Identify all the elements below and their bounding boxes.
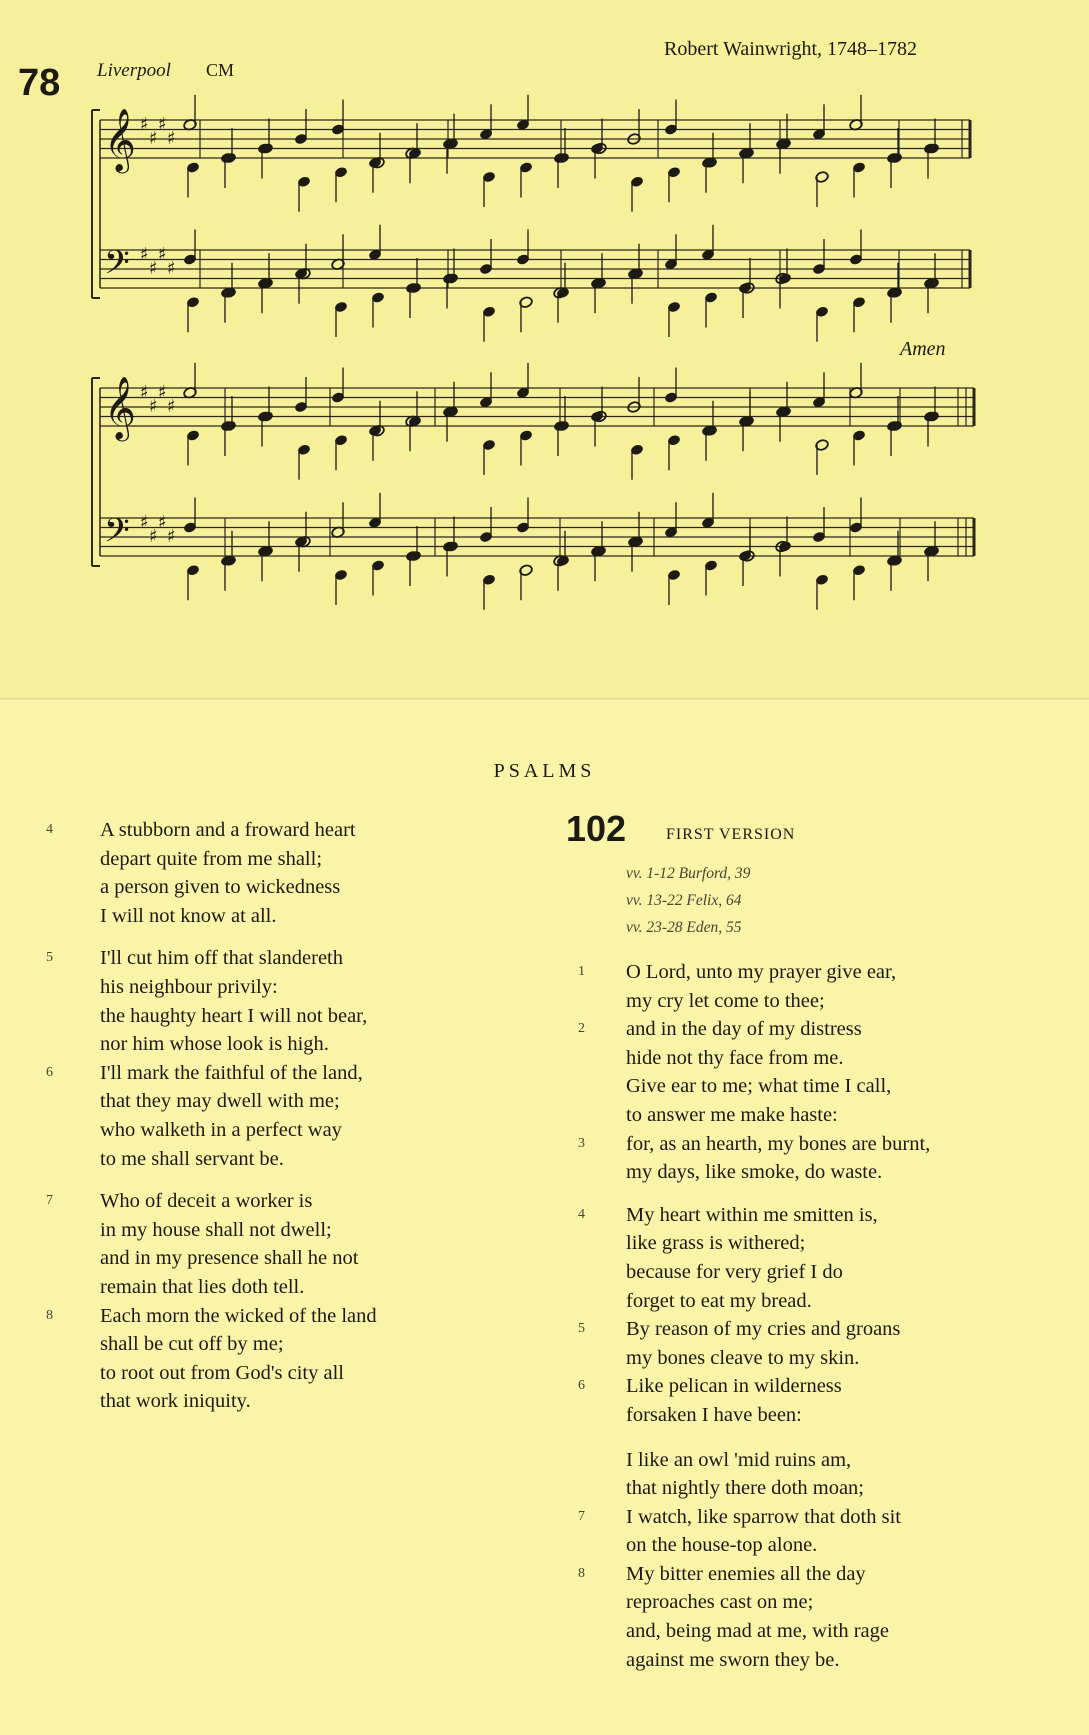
verse-number: 5 xyxy=(46,950,53,966)
stanza-gap xyxy=(100,1173,377,1187)
verse-line: Each morn the wicked of the land xyxy=(100,1304,377,1327)
treble-clef: 𝄞 xyxy=(104,108,136,171)
stanza xyxy=(46,1059,377,1173)
sharp-sign: ♯ xyxy=(149,526,158,547)
sharp-sign: ♯ xyxy=(158,382,167,403)
verse-line: My heart within me smitten is, xyxy=(626,1203,878,1226)
verse-line: nor him whose look is high. xyxy=(100,1033,329,1056)
stanza xyxy=(46,816,377,930)
sharp-sign: ♯ xyxy=(167,526,176,547)
treble-clef: 𝄞 xyxy=(104,376,136,439)
stanza xyxy=(578,1315,930,1372)
bass-clef: 𝄢 xyxy=(104,244,130,290)
verse-number: 4 xyxy=(46,822,53,837)
verse-number: 3 xyxy=(578,1135,585,1151)
verse-line: My bitter enemies all the day xyxy=(626,1562,866,1585)
verse-line: By reason of my cries and groans xyxy=(626,1318,901,1341)
right-verse-column xyxy=(578,958,931,1674)
tune-references xyxy=(626,860,750,941)
sharp-sign: ♯ xyxy=(158,512,167,533)
verse-line: to answer me make haste: xyxy=(626,1103,838,1126)
verse-line: against me sworn they be. xyxy=(626,1648,840,1671)
verse-line: reproaches cast on me; xyxy=(626,1591,814,1614)
verse-line: Like pelican in wilderness xyxy=(626,1375,842,1398)
tune-name: Liverpool xyxy=(97,60,171,81)
verse-line: to root out from God's city all xyxy=(100,1361,344,1384)
verse-line: the haughty heart I will not bear, xyxy=(100,1004,368,1027)
tune-reference: vv. 13-22 Felix, 64 xyxy=(626,892,742,909)
psalm-number: 102 xyxy=(566,808,627,849)
stanza-gap xyxy=(626,1430,930,1446)
verse-line: on the house-top alone. xyxy=(626,1534,818,1557)
verse-line: and in the day of my distress xyxy=(626,1018,862,1041)
psalm-version: FIRST VERSION xyxy=(666,826,796,843)
stanza-gap xyxy=(100,930,377,944)
verse-line: a person given to wickedness xyxy=(100,876,341,899)
sharp-sign: ♯ xyxy=(140,114,149,135)
verse-line: like grass is withered; xyxy=(626,1232,806,1255)
verse-line: I will not know at all. xyxy=(100,904,277,927)
stanza xyxy=(578,1130,931,1187)
verse-number: 4 xyxy=(578,1206,585,1222)
verse-line: hide not thy face from me. xyxy=(626,1046,844,1069)
verse-number: 6 xyxy=(578,1378,585,1394)
verse-line: and in my presence shall he not xyxy=(100,1247,359,1270)
verse-line: shall be cut off by me; xyxy=(100,1333,284,1356)
sharp-sign: ♯ xyxy=(140,512,149,533)
section-title: PSALMS xyxy=(493,760,596,782)
verse-line: I watch, like sparrow that doth sit xyxy=(626,1505,901,1528)
verse-line: I like an owl 'mid ruins am, xyxy=(626,1448,852,1471)
verse-number: 6 xyxy=(46,1064,53,1080)
verse-line: that work iniquity. xyxy=(100,1390,251,1413)
verse-number: 1 xyxy=(578,964,585,979)
verse-line: I'll cut him off that slandereth xyxy=(100,947,343,970)
verse-line: my cry let come to thee; xyxy=(626,989,825,1012)
verse-line: Give ear to me; what time I call, xyxy=(626,1075,892,1098)
verse-line: forget to eat my bread. xyxy=(626,1289,812,1312)
verse-line: and, being mad at me, with rage xyxy=(626,1620,889,1643)
stanza xyxy=(578,958,930,1015)
sharp-sign: ♯ xyxy=(167,258,176,279)
tune-meter: CM xyxy=(206,60,235,80)
verse-line: that they may dwell with me; xyxy=(100,1090,340,1113)
stanza xyxy=(578,1503,930,1560)
verse-line: O Lord, unto my prayer give ear, xyxy=(626,961,897,983)
verse-line: forsaken I have been: xyxy=(626,1403,802,1426)
stanza xyxy=(46,1187,377,1301)
tune-reference: vv. 1-12 Burford, 39 xyxy=(626,865,751,882)
verse-line: who walketh in a perfect way xyxy=(100,1118,342,1141)
verse-line: remain that lies doth tell. xyxy=(100,1275,305,1298)
amen-label: Amen xyxy=(900,338,946,360)
stanza xyxy=(46,1302,377,1416)
verse-number: 7 xyxy=(578,1508,585,1524)
verse-number: 7 xyxy=(46,1193,53,1209)
verse-number: 2 xyxy=(578,1021,585,1037)
verse-number: 8 xyxy=(46,1307,53,1323)
stanza xyxy=(578,1201,930,1315)
verse-line: A stubborn and a froward heart xyxy=(100,819,356,841)
verse-number: 5 xyxy=(578,1321,585,1337)
verse-line: depart quite from me shall; xyxy=(100,847,323,870)
verse-line: for, as an hearth, my bones are burnt, xyxy=(626,1132,931,1155)
verse-line: in my house shall not dwell; xyxy=(100,1218,332,1241)
verse-line: my bones cleave to my skin. xyxy=(626,1346,860,1369)
verse-line: my days, like smoke, do waste. xyxy=(626,1161,883,1184)
stanza xyxy=(46,944,377,1058)
sharp-sign: ♯ xyxy=(167,128,176,149)
sharp-sign: ♯ xyxy=(158,114,167,135)
bass-clef: 𝄢 xyxy=(104,512,130,558)
sharp-sign: ♯ xyxy=(149,396,158,417)
stanza xyxy=(626,1446,930,1503)
tune-reference: vv. 23-28 Eden, 55 xyxy=(626,919,742,936)
sharp-sign: ♯ xyxy=(140,244,149,265)
hymn-number: 78 xyxy=(18,62,61,104)
verse-number: 8 xyxy=(578,1565,585,1581)
verse-line: I'll mark the faithful of the land, xyxy=(100,1061,363,1084)
stanza xyxy=(578,1372,930,1429)
verse-line: his neighbour privily: xyxy=(100,975,278,998)
verse-line: to me shall servant be. xyxy=(100,1147,284,1170)
verse-line: because for very grief I do xyxy=(626,1260,843,1283)
sharp-sign: ♯ xyxy=(158,244,167,265)
stanza xyxy=(578,1560,930,1674)
sharp-sign: ♯ xyxy=(167,396,176,417)
verse-line: that nightly there doth moan; xyxy=(626,1477,864,1500)
composer-credit: Robert Wainwright, 1748–1782 xyxy=(664,38,917,60)
sharp-sign: ♯ xyxy=(140,382,149,403)
sharp-sign: ♯ xyxy=(149,128,158,149)
stanza xyxy=(578,1015,930,1129)
stanza-gap xyxy=(626,1187,930,1201)
verse-line: Who of deceit a worker is xyxy=(100,1190,313,1213)
left-verse-column xyxy=(46,816,377,1416)
sharp-sign: ♯ xyxy=(149,258,158,279)
